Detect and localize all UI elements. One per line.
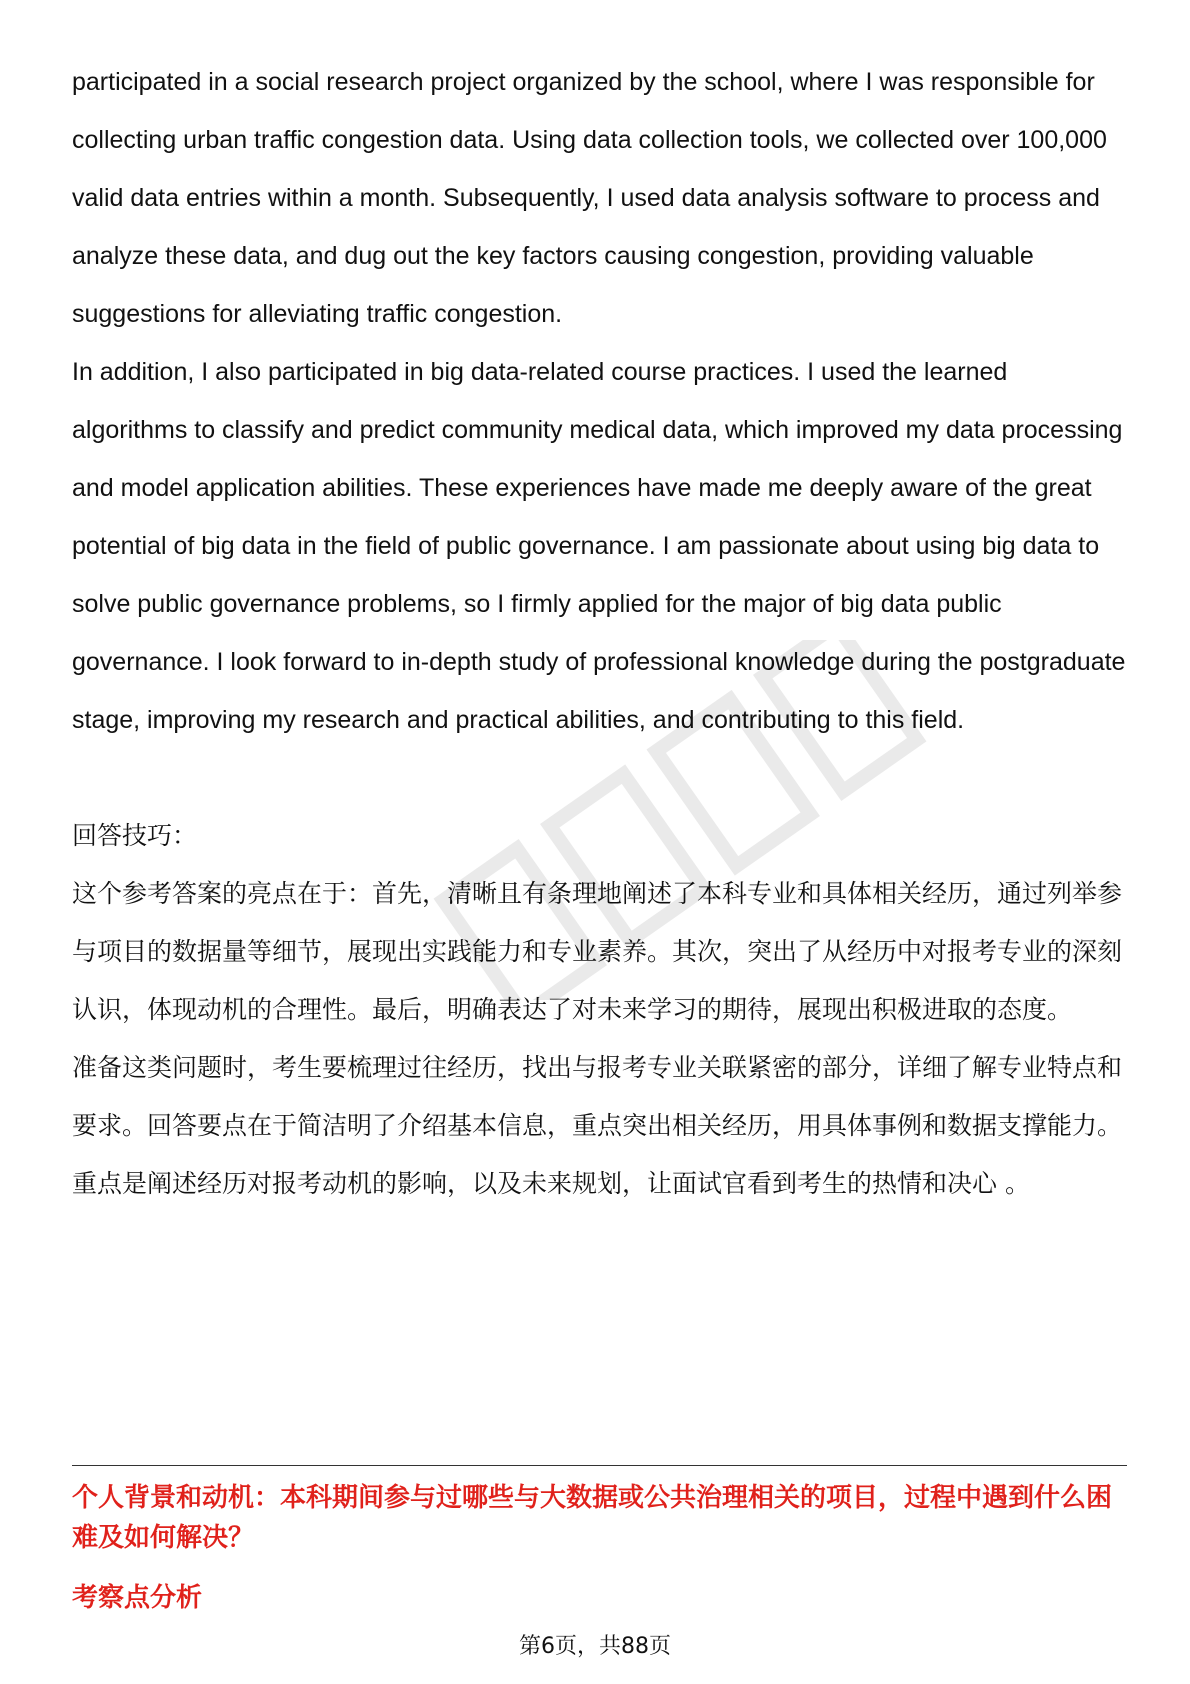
tips-paragraph-1: 这个参考答案的亮点在于：首先，清晰且有条理地阐述了本科专业和具体相关经历，通过列举参与项目的数据量等细节，展现出实践能力和专业素养。其次，突出了从经历中对报考专业的深刻认识，体现动机的合理性。最后，明确表达了对未来学习的期待，展现出积极进取的态度。 [72, 879, 1123, 1024]
analysis-subheading: 考察点分析 [72, 1583, 203, 1613]
english-paragraph-2: In addition, I also participated in big data-related course practices. I used the learned algorithms to classify and predict community medical data, which improved my data processing and model application abilities. These experiences have made me deeply aware of the great potential of big data in the field of public governance. I am passionate about using big data to solve public governance problems, so I firmly applied for the major of big data public governance. I look forward to in-depth study of professional knowledge during the postgraduate stage, improving my research and practical abilities, and contributing to this field. [72, 358, 1126, 734]
page-number: 第6页，共88页 [519, 1634, 671, 1659]
english-paragraph-1: participated in a social research project organized by the school, where I was responsible for collecting urban traffic congestion data. Using data collection tools, we collected over 100,000 valid data entries within a month. Subsequently, I used data analysis software to process and analyze these data, and dug out the key factors causing congestion, providing valuable suggestions for alleviating traffic congestion. [72, 68, 1107, 328]
section-divider [72, 1465, 1127, 1466]
next-question-heading: 个人背景和动机：本科期间参与过哪些与大数据或公共治理相关的项目，过程中遇到什么困难及如何解决？ [72, 1483, 1113, 1553]
paragraph-spacer [72, 749, 1127, 807]
tips-paragraph-2: 准备这类问题时，考生要梳理过往经历，找出与报考专业关联紧密的部分，详细了解专业特点和要求。回答要点在于简洁明了介绍基本信息，重点突出相关经历，用具体事例和数据支撑能力。重点是阐述经历对报考动机的影响，以及未来规划，让面试官看到考生的热情和决心 。 [72, 1053, 1123, 1198]
main-content [72, 53, 1127, 1213]
tips-heading: 回答技巧： [72, 821, 198, 850]
